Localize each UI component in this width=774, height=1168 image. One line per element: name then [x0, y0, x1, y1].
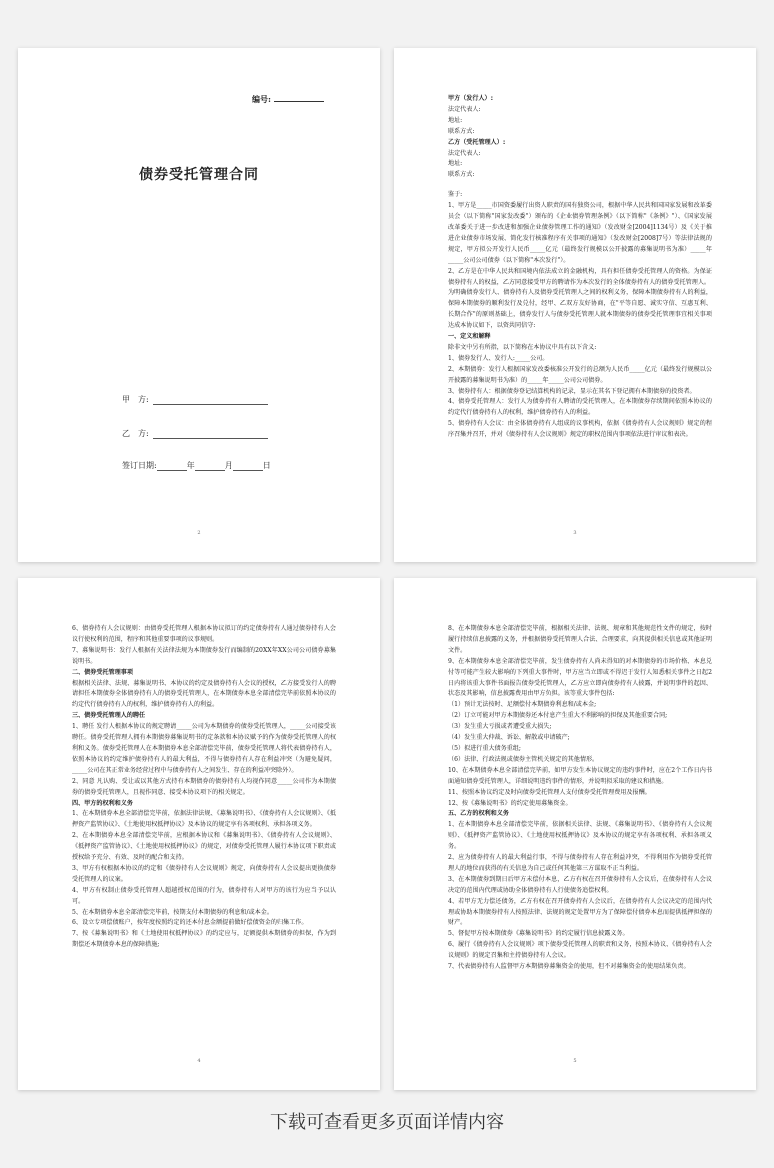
section-heading: 二、债券受托管理事项 — [72, 668, 133, 676]
paragraph: 5、在本期债券本息全部清偿完毕前，按期支付本期债券的利息和/或本金。 — [72, 908, 273, 916]
paragraph: 除非文中另有所指，以下简称在本协议中具有以下含义: — [448, 343, 597, 351]
paragraph: 法定代表人: — [448, 105, 481, 113]
day-blank — [233, 462, 263, 471]
contract-page-4 — [18, 578, 380, 1090]
paragraph: 根据相关法律、法规、募集说明书、本协议的约定及债券持有人会议的授权，乙方接受发行人的聘请担任本期债券全体债券持有人的债券受托管理人，在本期债券本息全部清偿完毕前依照本协议的约定代行债券持有人的权利，维护债券持有人的利益。 — [72, 679, 336, 709]
month-blank — [195, 462, 225, 471]
cover-page — [18, 48, 380, 562]
paragraph: 1、在本期债券本息全部清偿完毕前，依据相关法律、法规、《募集说明书》、《债券持有人会议规则》、《抵押资产监管协议》、《土地使用权抵押协议》及本协议的规定享有各项权利、承担各项义务。 — [448, 821, 712, 851]
paragraph: 法定代表人: — [448, 149, 481, 157]
sign-date-field — [122, 460, 271, 471]
paragraph: 1、债券发行人、发行人:_____公司。 — [448, 354, 549, 362]
paragraph: 7、按《募集说明书》和《土地使用权抵押协议》的约定应与，足额提供本期债券的担保，作为到期偿还本期债券本息的保障措施; — [72, 930, 336, 949]
section-heading: 一、定义和解释 — [448, 333, 491, 341]
sign-date-label: 签订日期: — [122, 461, 157, 470]
party-b-blank — [153, 430, 268, 439]
paragraph: 4、债券受托管理人：发行人为债券持有人聘请的受托管理人，在本期债券存续期间依照本协议的约定代行债券持有人的权利，维护债券持有人的利益。 — [448, 398, 712, 417]
paragraph: （4）发生重大仲裁、诉讼、解散或申请破产; — [448, 734, 570, 742]
contract-number — [252, 94, 324, 105]
paragraph: 6、设立专项偿债账户，按年度按照约定的还本付息金额提前做好偿债资金的归集工作。 — [72, 919, 308, 927]
paragraph: 9、在本期债券本息全部清偿完毕前，发生债券持有人尚未得知的对本期债券的市场价格、本息兑付等可能产生较大影响的下列重大事件时，甲方应当立即或不得迟于发行人知悉相关事件之日起2日内将该重大事件书面报告债券受托管理人，乙方应立即向债券持有人披露，并说明事件的起因、状态及其影响，信息披露费用由甲方负担。该等重大事件包括: — [448, 657, 712, 698]
paragraph: （2）订立可能对甲方本期债券还本付息产生重大不利影响的担保及其他重要合同; — [448, 712, 668, 720]
contract-page-3 — [394, 48, 756, 562]
month-label: 月 — [224, 461, 233, 470]
page-number: 2 — [197, 530, 201, 536]
paragraph: 10、在本期债券本息全部清偿完毕前，如甲方发生本协议规定的违约事件时，应在2个工作日内书面通知债券受托管理人，详细说明违约事件的情形，并说明拟采取的建议和措施。 — [448, 766, 712, 785]
contract-number-label: 编号: — [252, 94, 271, 104]
section-heading: 乙方（受托管理人）: — [448, 138, 506, 146]
page-body — [72, 624, 336, 951]
party-a-label: 甲 方: — [122, 395, 149, 404]
paragraph: 2、本期债券：发行人根据国家发改委核准公开发行的总额为人民币_____亿元（最终发行规模以公开披露的募集说明书为准）的_____年_____公司公司债券。 — [448, 365, 712, 384]
paragraph: 2、应为债券持有人的最大利益行事，不得与债券持有人存在利益冲突，不得利用作为债券受托管理人的地位而获得的有关信息为自己或任何其他第三方谋取不正当利益。 — [448, 854, 712, 872]
paragraph: 11、按照本协议约定及时向债券受托管理人支付债券受托管理费用及报酬。 — [448, 788, 651, 796]
paragraph: （1）预计无法按时、足额偿付本期债券利息和/或本金; — [448, 701, 597, 709]
day-label: 日 — [262, 461, 271, 470]
page-body — [448, 624, 712, 973]
paragraph: 4、若甲方无力偿还债务，乙方有权在召开债券持有人会议后，在债券持有人会议决定的范围内代理或协助本期债券持有人按照法律、法规的规定处置甲方为了保障偿付债券本息而提供抵押担保的财产。 — [448, 897, 712, 927]
paragraph: （3）发生重大亏损或者遭受重大损失; — [448, 723, 552, 731]
section-heading: 五、乙方的权利和义务 — [448, 810, 509, 818]
paragraph: 3、债券持有人：根据债券登记结算机构的记录，显示在其名下登记拥有本期债券的投资者。 — [448, 387, 696, 395]
paragraph: 联系方式: — [448, 171, 475, 179]
paragraph: 2、乙方是在中华人民共和国境内依法成立的金融机构，具有担任债券受托管理人的资格。为保证债券持有人的权益，乙方同意接受甲方的聘请作为本次发行的全体债券持有人的债券受托管理人。 — [448, 267, 712, 286]
paragraph: （5）拟进行重大债务重组; — [448, 744, 521, 752]
page-number: 5 — [573, 1058, 577, 1064]
paragraph: 3、在本期债券到期日后甲方未偿付本息，乙方有权在召开债券持有人会议后，在债券持有人会议决定的范围内代理或协助全体债券持有人行使债务追偿权利。 — [448, 875, 712, 894]
paragraph: 4、甲方有权制止债券受托管理人超越授权范围的行为，债券持有人对甲方的该行为应当予以认可。 — [72, 886, 336, 905]
download-more-caption: 下载可查看更多页面详情内容 — [270, 1112, 504, 1133]
paragraph: 6、债券持有人会议规则：由债券受托管理人根据本协议拟订的约定债券持有人通过债券持有人会议行使权利的范围，程序和其他重要事项的议事规则。 — [72, 625, 336, 643]
paragraph: 联系方式: — [448, 127, 475, 135]
party-b-label: 乙 方: — [122, 429, 149, 438]
paragraph: 2、在本期债券本息全部清偿完毕前，应根据本协议和《募集说明书》、《债券持有人会议规则》、《抵押资产监管协议》、《土地使用权抵押协议》的规定，对债券受托管理人履行本协议项下职责或授权给予充分、有效、及时的配合和支持。 — [72, 832, 336, 862]
paragraph: 5、债券持有人会议：由全体债券持有人组成的议事机构，依据《债券持有人会议规则》规定的程序召集并召开，并对《债券持有人会议规则》规定的职权范围内事项依法进行审议和表决。 — [448, 420, 712, 439]
page-number: 3 — [573, 530, 577, 536]
paragraph: 为明确债券发行人、债券持有人及债券受托管理人之间的权利义务，保障本期债券持有人的利益，保障本期债券的顺利发行及兑付，经甲、乙双方友好协商，在"平等自愿、诚实守信、互惠互利、长期合作"的原则基础上，债券发行人与债券受托管理人就本期债券的债券受托管理事宜相关事项达成本协议如下，以资共同信守: — [448, 289, 712, 330]
paragraph: 地址: — [448, 160, 463, 168]
paragraph: 1、聘任 发行人根据本协议的规定聘请_____公司为本期债券的债券受托管理人，_____公司接受该聘任。债券受托管理人拥有本期债券募集说明书的定条款和本协议赋予的作为债券受托管理人的权利和义务。债券受托管理人在本期债券本息全部清偿完毕前，债券受托管理人将代表债券持有人，依照本协议的约定维护债券持有人的最大利益，不得与债券持有人存在利益冲突（为避免疑问，_____公司在其正常业务经营过程中与债券持有人之间发生、存在的利益冲突除外）。 — [72, 723, 336, 774]
paragraph: （6）法律、行政法规或债券主管机关规定的其他情形。 — [448, 755, 599, 763]
paragraph: 12、按《募集说明书》的约定使用募集资金。 — [448, 799, 572, 807]
paragraph-gap — [448, 181, 712, 190]
section-heading: 甲方（发行人）: — [448, 95, 494, 102]
paragraph: 7、募集说明书：发行人根据有关法律法规为本期债券发行而编制的20XX年XX公司公司债券募集说明书。 — [72, 646, 336, 665]
party-b-field — [122, 428, 268, 439]
paragraph: 6、履行《债券持有人会议规则》项下债券受托管理人的职责和义务，按照本协议、《债券持有人会议规则》的规定召集和主持债券持有人会议。 — [448, 941, 712, 960]
paragraph: 3、甲方有权根据本协议的约定和《债券持有人会议规则》规定，向债券持有人会议提出更换债券受托管理人的议案。 — [72, 864, 336, 883]
section-heading: 四、甲方的权利和义务 — [72, 799, 133, 807]
party-a-field — [122, 394, 268, 405]
paragraph: 2、同意 凡认购、受让或以其他方式持有本期债券的债券持有人均视作同意_____公司作为本期债券的债券受托管理人，且视作同意、接受本协议项下的相关规定。 — [72, 777, 336, 796]
page-number: 4 — [197, 1058, 201, 1064]
paragraph: 地址: — [448, 116, 463, 124]
paragraph: 8、在本期债券本息全部清偿完毕前，根据相关法律、法规、规章和其他规范性文件的规定，按时履行持续信息披露的义务，并根据债券受托管理人合法、合理要求，向其提供相关信息或其他证明文件。 — [448, 625, 712, 654]
contract-page-5 — [394, 578, 756, 1090]
page-body — [448, 94, 712, 441]
section-heading: 三、债券受托管理人的聘任 — [72, 712, 146, 720]
party-a-blank — [153, 396, 268, 405]
paragraph: 5、督促甲方按本期债券《募集说明书》的约定履行信息披露义务。 — [448, 930, 629, 938]
paragraph: 7、代表债券持有人监督甲方本期债券募集资金的使用，但不对募集资金的使用结果负责。 — [448, 963, 690, 971]
paragraph: 1、在本期债券本息全部清偿完毕前，依据法律法规、《募集说明书》、《债券持有人会议规则》、《抵押资产监管协议》、《土地使用权抵押协议》及本协议的规定享有各项权利、承担各项义务。 — [72, 810, 336, 829]
paragraph: 鉴于: — [448, 191, 463, 199]
paragraph: 1、甲方是_____市国资委履行出资人职责的国有独资公司，根据中华人民共和国国家发展和改革委员会（以下简称"国家发改委"）颁布的《企业债券管理条例》（以下简称"《条例》"）、《国家发展改革委关于进一步改进和加强企业债券管理工作的通知》（发改财金[2004]1134号）及《关于推进企业债券市场发展、简化发行核准程序有关事项的通知》（发改财金[2008]7号）等法律法规的规定，甲方拟公开发行人民币_____亿元（最终发行规模以公开披露的募集说明书为准）_____年_____公司公司债券（以下简称"本次发行"）。 — [448, 202, 712, 264]
contract-number-blank — [274, 101, 324, 102]
year-blank — [157, 462, 187, 471]
year-label: 年 — [186, 461, 195, 470]
contract-title: 债券受托管理合同 — [139, 167, 259, 183]
